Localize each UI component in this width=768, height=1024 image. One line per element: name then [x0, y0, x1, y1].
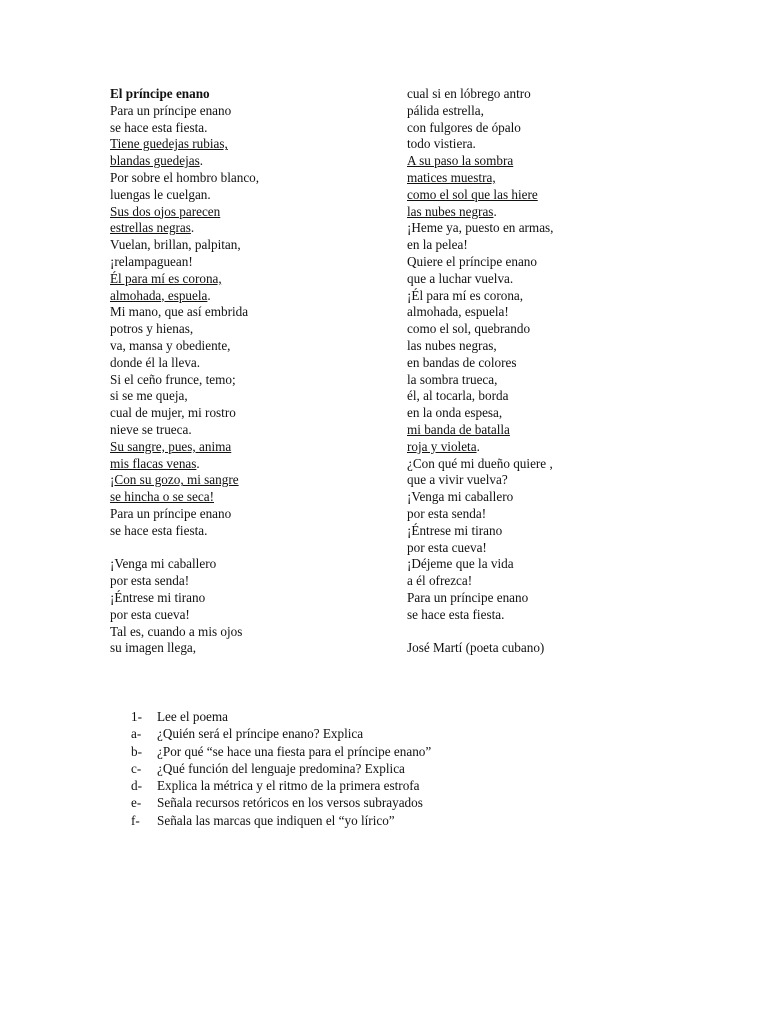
poem-line: [407, 556, 707, 573]
verse-text: todo vistiera.: [407, 136, 476, 152]
poem-line: [110, 489, 395, 506]
verse-text: Vuelan, brillan, palpitan,: [110, 237, 241, 253]
verse-text: en la pelea!: [407, 237, 468, 253]
poem-line: [110, 422, 395, 439]
underlined-verse: Con su gozo, mi sangre: [114, 472, 239, 488]
verse-text: ¡Déjeme que la vida: [407, 556, 514, 572]
verse-text: en bandas de colores: [407, 354, 517, 370]
verse-text: por esta cueva!: [110, 606, 190, 622]
poem-line: [110, 338, 395, 355]
poem-line: [407, 288, 707, 305]
poem-line: [407, 136, 707, 153]
underlined-verse: se hincha o se seca!: [110, 489, 214, 505]
verse-text: ¡Éntrese mi tirano: [110, 589, 206, 605]
poem-right-column: [407, 86, 707, 657]
underlined-verse: Él para mí es corona,: [110, 270, 222, 286]
verse-text: luengas le cuelgan.: [110, 186, 211, 202]
verse-text: Si el ceño frunce, temo;: [110, 371, 236, 387]
poem-line: [407, 304, 707, 321]
underlined-verse: como el sol que las hiere: [407, 186, 538, 202]
poem-line: [110, 170, 395, 187]
question-label: a-: [131, 726, 142, 742]
underlined-verse: las nubes negras: [407, 203, 494, 219]
verse-text: ¡Éntrese mi tirano: [407, 522, 503, 538]
verse-text: por esta cueva!: [407, 539, 487, 555]
verse-text: en la onda espesa,: [407, 405, 503, 421]
line-lead-punctuation: ¡: [110, 472, 115, 488]
question-text: ¿Por qué “se hace una fiesta para el príncipe enano”: [157, 743, 432, 759]
poem-line: [407, 422, 707, 439]
poem-line: [110, 120, 395, 137]
poem-line: [407, 254, 707, 271]
verse-text: las nubes negras,: [407, 337, 497, 353]
underlined-verse: Sus dos ojos parecen: [110, 203, 221, 219]
verse-text: él, al tocarla, borda: [407, 388, 509, 404]
verse-text: ¡relampaguean!: [110, 253, 193, 269]
poem-line: [407, 220, 707, 237]
verse-text: si se me queja,: [110, 388, 188, 404]
poem-line: [110, 456, 395, 473]
verse-text: Para un príncipe enano: [110, 505, 232, 521]
underlined-verse: A su paso la sombra: [407, 153, 514, 169]
poem-line: [407, 153, 707, 170]
poem-line: [407, 506, 707, 523]
poem-line: [407, 405, 707, 422]
question-label: e-: [131, 795, 142, 811]
poem-line: [407, 456, 707, 473]
question-text: ¿Quién será el príncipe enano? Explica: [157, 726, 364, 742]
poem-line: [110, 640, 395, 657]
underlined-verse: matices muestra,: [407, 169, 496, 185]
poem-line: [407, 607, 707, 624]
line-tail-punctuation: .: [493, 203, 497, 219]
verse-text: Tal es, cuando a mis ojos: [110, 623, 243, 639]
underlined-verse: Su sangre, pues, anima: [110, 438, 232, 454]
verse-text: que a vivir vuelva?: [407, 472, 508, 488]
verse-text: a él ofrezca!: [407, 573, 473, 589]
verse-text: potros y hienas,: [110, 321, 194, 337]
poem-line: [110, 355, 395, 372]
verse-text: por esta senda!: [407, 505, 487, 521]
underlined-verse: mi banda de batalla: [407, 421, 510, 437]
poem-line: [110, 388, 395, 405]
verse-text: cual si en lóbrego antro: [407, 86, 531, 101]
verse-text: nieve se trueca.: [110, 421, 192, 437]
poem-line: [407, 271, 707, 288]
verse-text: la sombra trueca,: [407, 371, 498, 387]
question-item: [131, 812, 691, 829]
poem-line: [110, 590, 395, 607]
question-label: d-: [131, 778, 142, 794]
line-tail-punctuation: .: [196, 455, 200, 471]
line-tail-punctuation: .: [207, 287, 211, 303]
verse-text: va, mansa y obediente,: [110, 337, 231, 353]
poem-line: [110, 220, 395, 237]
poem-title: El príncipe enano: [110, 86, 210, 101]
verse-text: con fulgores de ópalo: [407, 119, 521, 135]
poem-line: [110, 523, 395, 540]
poem-line: [407, 590, 707, 607]
line-tail-punctuation: .: [476, 438, 480, 454]
verse-text: donde él la lleva.: [110, 354, 201, 370]
poem-line: [110, 405, 395, 422]
line-tail-punctuation: .: [190, 220, 195, 236]
poem-line: [110, 556, 395, 573]
poem-line: [407, 338, 707, 355]
verse-text: cual de mujer, mi rostro: [110, 405, 236, 421]
verse-text: José Martí (poeta cubano): [407, 640, 545, 656]
underlined-verse: blandas guedejas: [110, 153, 200, 169]
poem-line: [110, 136, 395, 153]
underlined-verse: mis flacas venas: [110, 455, 197, 471]
verse-text: Para un príncipe enano: [407, 589, 529, 605]
question-item: [131, 743, 691, 760]
question-item: [131, 708, 691, 725]
stanza-gap: [110, 540, 395, 557]
underlined-verse: estrellas negras: [110, 220, 191, 236]
verse-text: ¡Venga mi caballero: [407, 489, 514, 505]
question-text: Explica la métrica y el ritmo de la primera estrofa: [157, 778, 420, 794]
poem-line: [110, 573, 395, 590]
verse-text: ¡Venga mi caballero: [110, 556, 217, 572]
poem-line: [110, 607, 395, 624]
poem-line: [110, 372, 395, 389]
question-list: [131, 708, 691, 829]
poem-line: [110, 321, 395, 338]
poem-line: [407, 472, 707, 489]
poem-line: [407, 86, 707, 103]
poem-line: [407, 489, 707, 506]
verse-text: pálida estrella,: [407, 102, 484, 118]
question-text: Señala las marcas que indiquen el “yo lírico”: [157, 812, 395, 828]
poem-line: [407, 120, 707, 137]
verse-text: ¿Con qué mi dueño quiere ,: [407, 455, 553, 471]
poem-line: [110, 187, 395, 204]
verse-text: ¡Él para mí es corona,: [407, 287, 524, 303]
poem-line: [407, 388, 707, 405]
question-label: b-: [131, 743, 142, 759]
poem-line: [110, 439, 395, 456]
poem-line: [110, 103, 395, 120]
question-item: [131, 760, 691, 777]
verse-text: como el sol, quebrando: [407, 321, 531, 337]
underlined-verse: roja y violeta: [407, 438, 477, 454]
line-tail-punctuation: .: [199, 153, 204, 169]
poem-line: [407, 439, 707, 456]
poem-line: [407, 573, 707, 590]
stanza-gap: [407, 624, 707, 641]
poem-line: [407, 540, 707, 557]
verse-text: que a luchar vuelva.: [407, 270, 514, 286]
verse-text: Mi mano, que así embrida: [110, 304, 249, 320]
poem-line: [407, 640, 707, 657]
verse-text: se hace esta fiesta.: [407, 606, 505, 622]
verse-text: ¡Heme ya, puesto en armas,: [407, 220, 554, 236]
poem-left-column: [110, 86, 395, 657]
verse-text: Quiere el príncipe enano: [407, 253, 537, 269]
poem-line: [407, 355, 707, 372]
poem-line: [407, 187, 707, 204]
question-label: c-: [131, 760, 142, 776]
poem-line: [110, 288, 395, 305]
poem-line: [407, 372, 707, 389]
poem-line: [407, 170, 707, 187]
question-text: ¿Qué función del lenguaje predomina? Explica: [157, 760, 405, 776]
poem-line: [110, 204, 395, 221]
verse-text: se hace esta fiesta.: [110, 119, 208, 135]
poem-line: [110, 271, 395, 288]
question-item: [131, 777, 691, 794]
poem-line: [110, 237, 395, 254]
poem-line: [407, 321, 707, 338]
question-text: Señala recursos retóricos en los versos subrayados: [157, 795, 423, 811]
poem-line: [407, 204, 707, 221]
poem-line: [407, 103, 707, 120]
poem-line: [110, 304, 395, 321]
underlined-verse: almohada, espuela: [110, 287, 208, 303]
question-label: 1-: [131, 709, 142, 724]
question-item: [131, 725, 691, 742]
poem-line: [407, 523, 707, 540]
verse-text: Por sobre el hombro blanco,: [110, 169, 260, 185]
poem-line: [110, 624, 395, 641]
question-label: f-: [131, 812, 140, 828]
poem-line: [407, 237, 707, 254]
verse-text: almohada, espuela!: [407, 304, 509, 320]
poem-line: [110, 254, 395, 271]
verse-text: Para un príncipe enano: [110, 102, 232, 118]
verse-text: por esta senda!: [110, 573, 190, 589]
question-text: Lee el poema: [157, 709, 229, 724]
verse-text: su imagen llega,: [110, 640, 197, 656]
poem-line: [110, 506, 395, 523]
question-item: [131, 794, 691, 811]
poem-line: [110, 472, 395, 489]
verse-text: se hace esta fiesta.: [110, 522, 208, 538]
underlined-verse: Tiene guedejas rubias,: [110, 136, 228, 152]
poem-line: [110, 153, 395, 170]
